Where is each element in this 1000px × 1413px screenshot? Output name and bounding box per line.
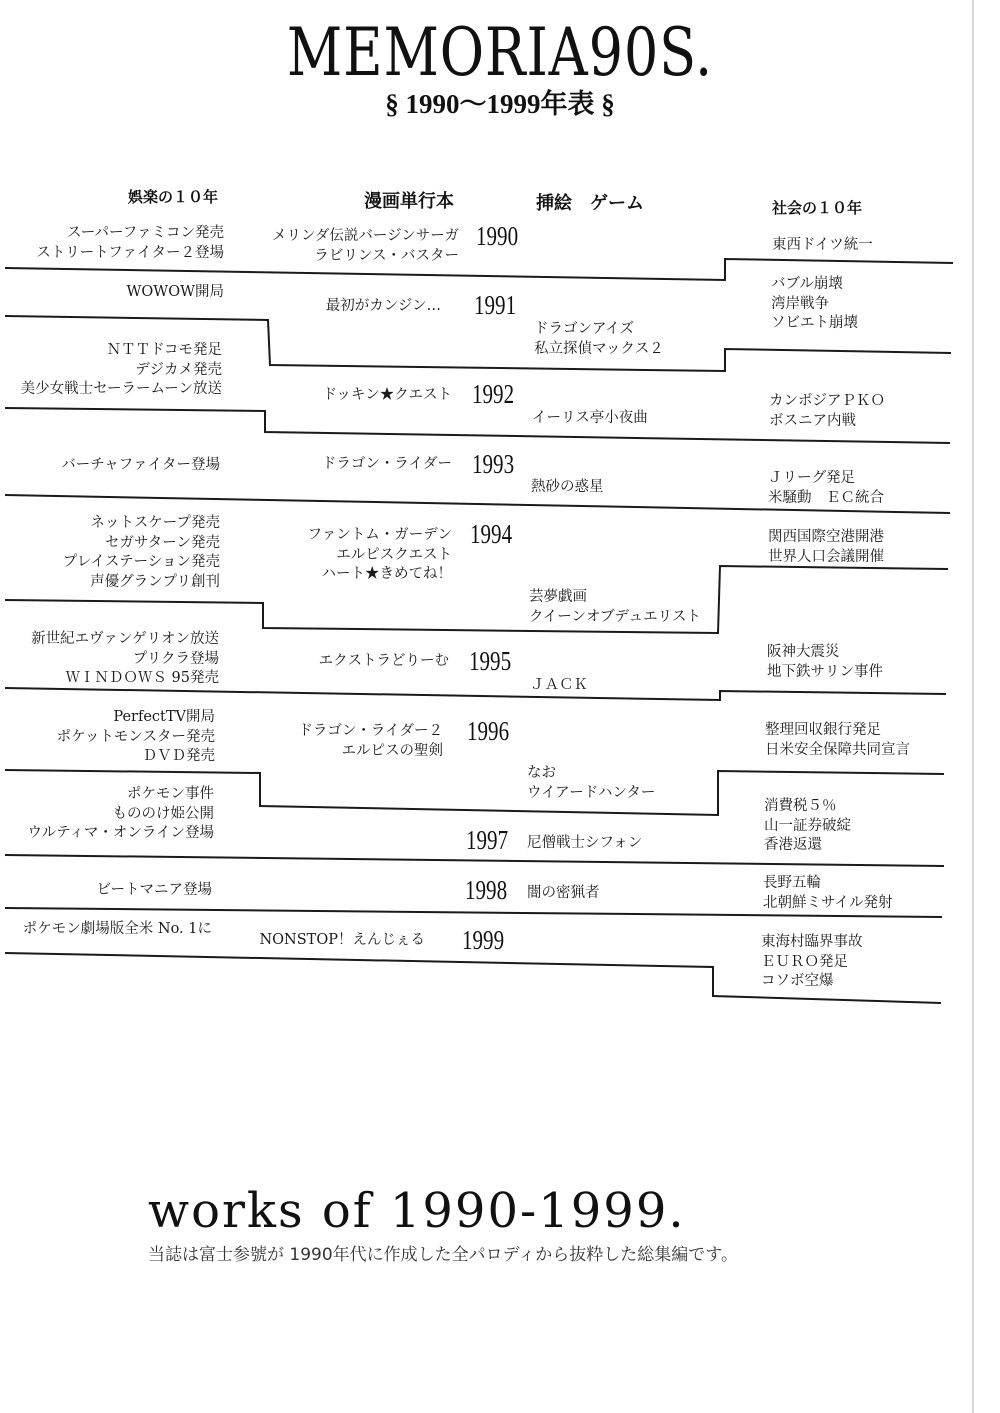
- entertainment-item: プリクラ登場: [132, 650, 219, 667]
- header-society: 社会の１０年: [772, 201, 863, 217]
- illustration-item: ＪＡＣＫ: [530, 677, 588, 693]
- row-1996-illustration: [527, 764, 655, 803]
- manga-item: ファントム・ガーデン: [307, 527, 452, 543]
- society-item: 北朝鮮ミサイル発射: [763, 894, 893, 911]
- entertainment-item: ポケットモンスター発売: [56, 728, 215, 745]
- row-1993-society: [768, 469, 884, 508]
- page-subtitle: § 1990～1999年表 §: [385, 89, 615, 119]
- entertainment-item: 美少女戦士セーラームーン放送: [20, 381, 222, 397]
- entertainment-item: ＮＴＴドコモ発足: [106, 342, 222, 358]
- manga-item: メリンダ伝説バージンサーガ: [272, 228, 459, 244]
- entertainment-item: ポケモン事件: [127, 786, 214, 802]
- year-1990: 1990: [476, 221, 519, 251]
- society-item: 阪神大震災: [767, 644, 840, 660]
- header-manga: 漫画単行本: [364, 191, 454, 211]
- entertainment-item: ビートマニア登場: [96, 882, 212, 898]
- entertainment-item: ストリートファイター２登場: [36, 244, 224, 261]
- society-item: 香港返還: [764, 837, 822, 853]
- year-1993: 1993: [472, 449, 515, 479]
- entertainment-item: バーチャファイター登場: [61, 457, 220, 473]
- society-item: 長野五輪: [763, 875, 821, 891]
- year-1994: 1994: [470, 519, 513, 549]
- society-item: 世界人口会議開催: [768, 548, 884, 565]
- row-1991-society: [771, 275, 858, 334]
- society-item: ＥＵＲＯ発足: [761, 953, 848, 970]
- illustration-item: クイーンオブデュエリスト: [529, 608, 701, 625]
- society-item: 整理回収銀行発足: [765, 722, 881, 738]
- row-1995-society: [767, 643, 883, 682]
- header-illustration-game: 挿絵 ゲーム: [536, 193, 644, 213]
- row-1999-entertainment: [23, 920, 212, 940]
- society-item: 東海村臨界事故: [761, 934, 863, 950]
- year-1995: 1995: [469, 646, 512, 676]
- footer-title: works of 1990-1999.: [148, 1183, 686, 1239]
- entertainment-item: ウルティマ・オンライン登場: [27, 825, 214, 841]
- manga-item: ドラゴン・ライダー: [321, 456, 452, 472]
- society-item: 日米安全保障共同宣言: [765, 741, 910, 758]
- illustration-item: ウイアードハンター: [527, 784, 656, 801]
- entertainment-item: 新世紀エヴァンゲリオン放送: [31, 631, 219, 647]
- footer-subtitle: 当誌は富士参號が 1990年代に作成した全パロディから抜粋した総集編です。: [148, 1245, 738, 1265]
- entertainment-item: PerfectTV開局: [113, 709, 215, 725]
- row-1997-society: [764, 797, 851, 856]
- society-item: バブル崩壊: [771, 276, 843, 292]
- society-item: ボスニア内戦: [769, 412, 856, 429]
- row-1993-manga: [322, 455, 452, 475]
- society-item: 東西ドイツ統一: [772, 237, 873, 253]
- entertainment-item: もののけ姫公開: [112, 805, 214, 822]
- year-1996: 1996: [467, 716, 510, 746]
- entertainment-item: WOWOW開局: [126, 284, 224, 300]
- society-item: 山一証券破綻: [764, 817, 851, 834]
- row-1993-entertainment: [61, 456, 220, 476]
- society-item: 関西国際空港開港: [768, 529, 884, 545]
- illustration-item: 私立探偵マックス２: [534, 340, 664, 357]
- row-1994-illustration: [529, 588, 701, 627]
- row-1994-entertainment: [63, 514, 220, 592]
- entertainment-item: プレイステーション発売: [62, 554, 220, 570]
- entertainment-item: ＤＶＤ発売: [142, 748, 215, 764]
- manga-item: ハート★きめてね！: [321, 566, 452, 582]
- illustration-item: なお: [527, 765, 556, 781]
- row-1992-society: [769, 392, 885, 431]
- illustration-item: 芸夢戯画: [529, 589, 587, 605]
- illustration-item: 闇の密猟者: [527, 885, 600, 901]
- manga-item: 最初がカンジン…: [325, 298, 441, 314]
- row-1990-manga: [272, 227, 459, 266]
- manga-item: ドラゴン・ライダー２: [298, 723, 443, 739]
- year-1992: 1992: [472, 379, 515, 409]
- row-1996-entertainment: [57, 708, 215, 767]
- year-1991: 1991: [474, 290, 517, 320]
- society-item: 消費税５％: [764, 798, 837, 814]
- illustration-item: ドラゴンアイズ: [534, 321, 635, 337]
- year-1999: 1999: [462, 925, 505, 955]
- row-1998-entertainment: [97, 881, 212, 901]
- manga-item: エクストラどりーむ: [318, 653, 449, 669]
- header-entertainment: 娯楽の１０年: [128, 190, 219, 206]
- manga-item: エルピスの聖剣: [341, 742, 443, 759]
- year-1997: 1997: [466, 825, 509, 855]
- manga-item: NONSTOP！えんじぇる: [259, 932, 425, 948]
- row-1991-entertainment: [127, 283, 225, 303]
- row-1991-illustration: [534, 320, 664, 359]
- page-title: MEMORIA90S.: [286, 14, 714, 91]
- row-1997-entertainment: [28, 785, 214, 844]
- illustration-item: イーリス亭小夜曲: [532, 410, 648, 426]
- illustration-item: 尼僧戦士シフォン: [527, 835, 643, 851]
- manga-item: ドッキン★クエスト: [322, 387, 452, 403]
- row-1998-society: [763, 874, 892, 913]
- manga-item: エルピスクエスト: [336, 546, 452, 563]
- entertainment-item: 声優グランプリ創刊: [90, 573, 220, 590]
- society-item: 湾岸戦争: [771, 295, 829, 312]
- row-1993-illustration: [531, 478, 604, 498]
- row-1990-entertainment: [36, 224, 224, 263]
- row-1992-illustration: [532, 409, 648, 429]
- row-1997-illustration: [527, 834, 642, 854]
- row-1995-entertainment: [31, 630, 219, 689]
- society-item: 米騒動 ＥＣ統合: [768, 489, 884, 506]
- society-item: Ｊリーグ発足: [768, 470, 855, 486]
- row-1998-illustration: [527, 884, 600, 904]
- entertainment-item: ネットスケープ発売: [90, 515, 220, 531]
- society-item: カンボジアＰＫＯ: [769, 393, 885, 409]
- society-item: 地下鉄サリン事件: [767, 663, 883, 680]
- year-1998: 1998: [465, 875, 508, 905]
- row-1992-manga: [323, 386, 452, 406]
- entertainment-item: セガサターン発売: [105, 534, 220, 551]
- entertainment-item: ポケモン劇場版全米 No. 1に: [22, 921, 212, 937]
- row-1999-manga: [259, 931, 425, 951]
- row-1995-illustration: [530, 676, 588, 696]
- row-1994-society: [768, 528, 884, 567]
- entertainment-item: デジカメ発売: [135, 361, 222, 378]
- row-1990-society: [772, 236, 873, 256]
- row-1992-entertainment: [21, 341, 222, 400]
- society-item: ソビエト崩壊: [771, 315, 858, 331]
- society-item: コソボ空爆: [761, 973, 834, 989]
- entertainment-item: ＷＩＮＤＯＷＳ 95発売: [65, 670, 219, 686]
- row-1994-manga: [308, 526, 452, 585]
- row-1996-society: [765, 721, 910, 760]
- illustration-item: 熱砂の惑星: [531, 479, 604, 495]
- row-1999-society: [761, 933, 863, 992]
- row-1991-manga: [326, 297, 441, 317]
- row-1996-manga: [298, 722, 443, 761]
- entertainment-item: スーパーファミコン発売: [66, 225, 224, 241]
- row-1995-manga: [319, 652, 449, 672]
- manga-item: ラビリンス・バスター: [314, 247, 459, 264]
